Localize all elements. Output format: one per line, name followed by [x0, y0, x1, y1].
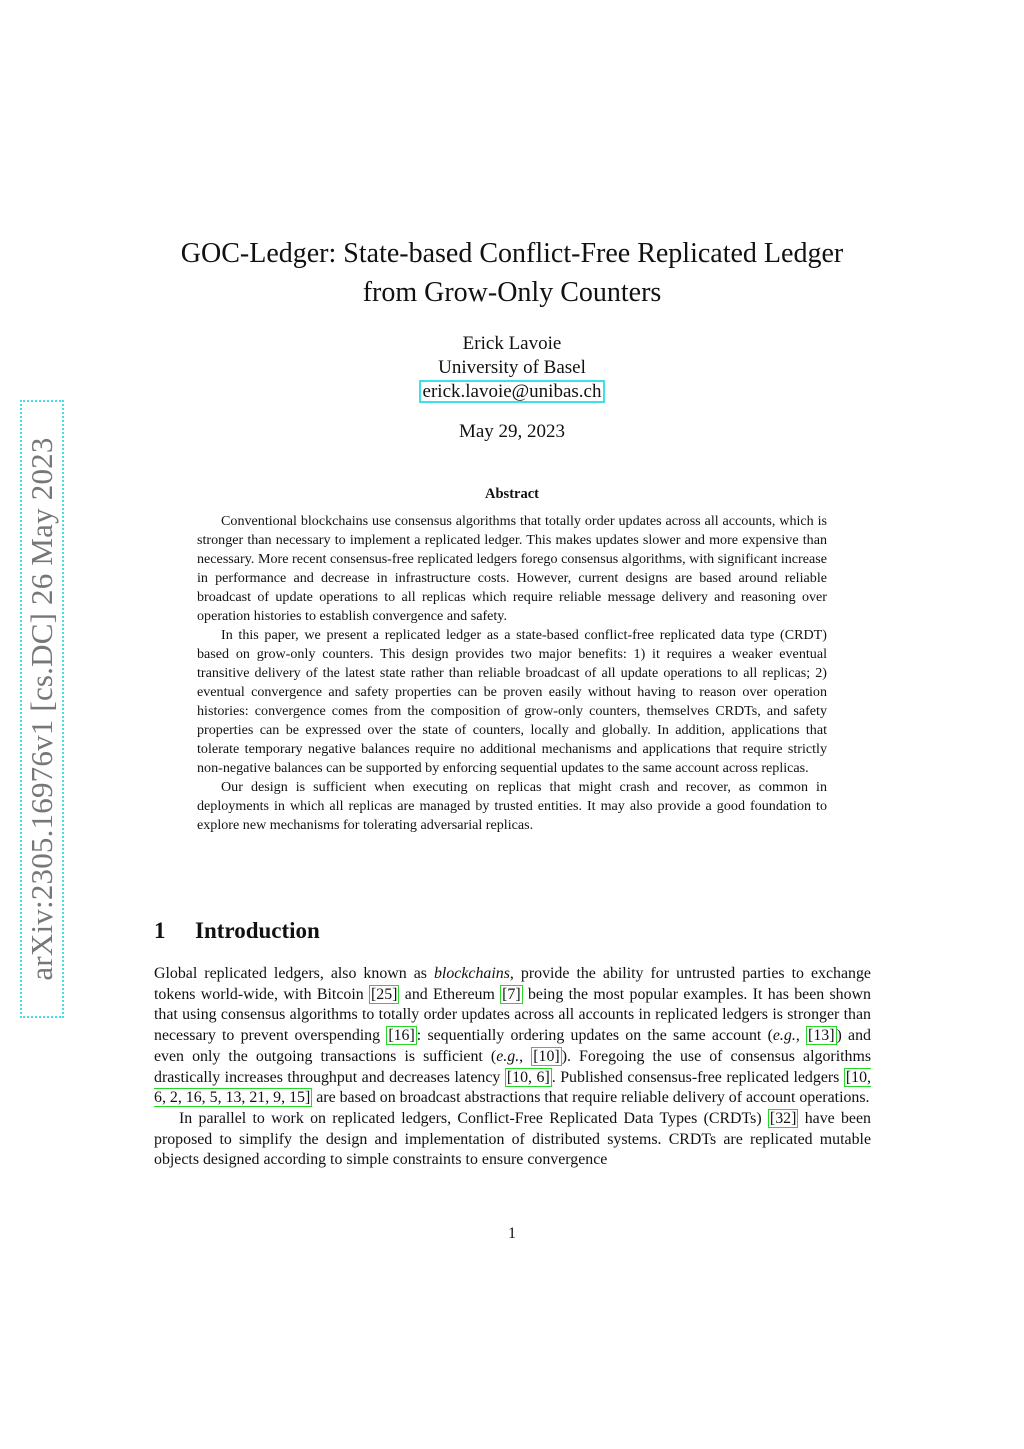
- intro-paragraph-1: [154, 964, 871, 1109]
- abstract-body: [197, 512, 827, 835]
- section-title: Introduction: [195, 918, 320, 943]
- text-run: are based on broadcast abstractions that require reliable delivery of account operations.: [312, 1089, 870, 1107]
- emphasis: e.g.: [496, 1047, 520, 1065]
- emphasis: e.g.: [772, 1027, 796, 1045]
- title-line-1: GOC-Ledger: State-based Conflict-Free Replicated Ledger: [180, 238, 844, 269]
- text-run: ). Foregoing the use of consensus algorithms drastically increases throughput and decreases latency: [154, 1047, 872, 1086]
- emphasis: blockchains: [433, 965, 510, 982]
- text-run: . Published consensus-free replicated ledgers: [551, 1068, 844, 1086]
- section-number: 1: [154, 918, 166, 943]
- text-run: ) and even only the outgoing transactions is sufficient (: [154, 1027, 871, 1065]
- text-run: ,: [795, 1027, 807, 1045]
- text-run: being the most popular examples. It has been shown that using consensus algorithms to totally order updates across all accounts in replicated ledgers is stronger than necessary to prevent overspending: [154, 985, 871, 1045]
- page-number: 1: [508, 1225, 516, 1242]
- abstract-paragraph-1: Conventional blockchains use consensus algorithms that totally order updates across all accounts, which is stronger than necessary to implement a replicated ledger. This makes updates slower and more expensive than necessary. More recent consensus-free replicated ledgers forego consensus algorithms, with significant increase in performance and decrease in infrastructure costs. However, current designs are based around reliable broadcast of update operations to all replicas which require reliable message delivery and reasoning over operation histories to establish convergence and safety.: [197, 513, 827, 624]
- citation-link[interactable]: [13]: [808, 1027, 835, 1045]
- abstract-paragraph-2: In this paper, we present a replicated ledger as a state-based conflict-free replicated data type (CRDT) based on grow-only counters. This design provides two major benefits: 1) it requires a weaker eventual transitive delivery of the latest state rather than reliable broadcast of all update operations to all replicas; 2) eventual convergence and safety properties can be proven easily without having to reason over operation histories: convergence comes from the composition of grow-only counters, themselves CRDTs, and safety properties can be expressed over the state of counters, locally and globally. In addition, applications that tolerate temporary negative balances require no additional mechanisms and applications that require strictly non-negative balances can be supported by enforcing sequential updates to the same account across replicas.: [197, 627, 827, 776]
- citation-link[interactable]: [25]: [371, 985, 398, 1003]
- citation-link[interactable]: [10, 6]: [506, 1068, 550, 1086]
- section-heading: [154, 918, 320, 944]
- text-run: have been proposed to simplify the design and implementation of distributed systems. CRDTs are replicated mutable objects designed according to simple constraints to ensure convergence: [154, 1109, 871, 1169]
- citation-link[interactable]: [10]: [533, 1047, 560, 1065]
- abstract-heading: Abstract: [485, 486, 539, 502]
- paper-date: May 29, 2023: [458, 421, 566, 442]
- paper-title: [100, 234, 924, 312]
- arxiv-stamp-text: arXiv:2305.16976v1 [cs.DC] 26 May 2023: [24, 437, 59, 981]
- text-run: and Ethereum: [399, 985, 501, 1003]
- author-name: Erick Lavoie: [462, 333, 562, 354]
- abstract-paragraph-3: Our design is sufficient when executing on replicas that might crash and recover, as common in deployments in which all replicas are managed by trusted entities. It may also provide a good foundation to explore new mechanisms for tolerating adversarial replicas.: [197, 779, 827, 833]
- arxiv-stamp[interactable]: [20, 400, 64, 1018]
- title-line-2: from Grow-Only Counters: [362, 277, 662, 308]
- citation-link[interactable]: [7]: [502, 985, 521, 1003]
- text-run: In parallel to work on replicated ledgers, Conflict-Free Replicated Data Types (CRDTs): [179, 1109, 768, 1127]
- citation-link[interactable]: [16]: [388, 1027, 415, 1045]
- intro-paragraph-2: [154, 1109, 871, 1171]
- text-run: ,: [519, 1047, 532, 1065]
- author-affiliation: University of Basel: [438, 357, 586, 378]
- author-block: [300, 332, 724, 404]
- citation-link[interactable]: [10, 6, 2, 16, 5, 13, 21, 9, 15]: [154, 1068, 872, 1107]
- text-run: Global replicated ledgers, also known as: [154, 965, 434, 982]
- citation-link[interactable]: [32]: [769, 1109, 797, 1127]
- introduction-body: [154, 964, 871, 1171]
- text-run: , provide the ability for untrusted parties to exchange tokens world-wide, with Bitcoin: [154, 965, 871, 1003]
- text-run: : sequentially ordering updates on the same account (: [416, 1027, 773, 1045]
- author-email-link[interactable]: erick.lavoie@unibas.ch: [419, 380, 606, 403]
